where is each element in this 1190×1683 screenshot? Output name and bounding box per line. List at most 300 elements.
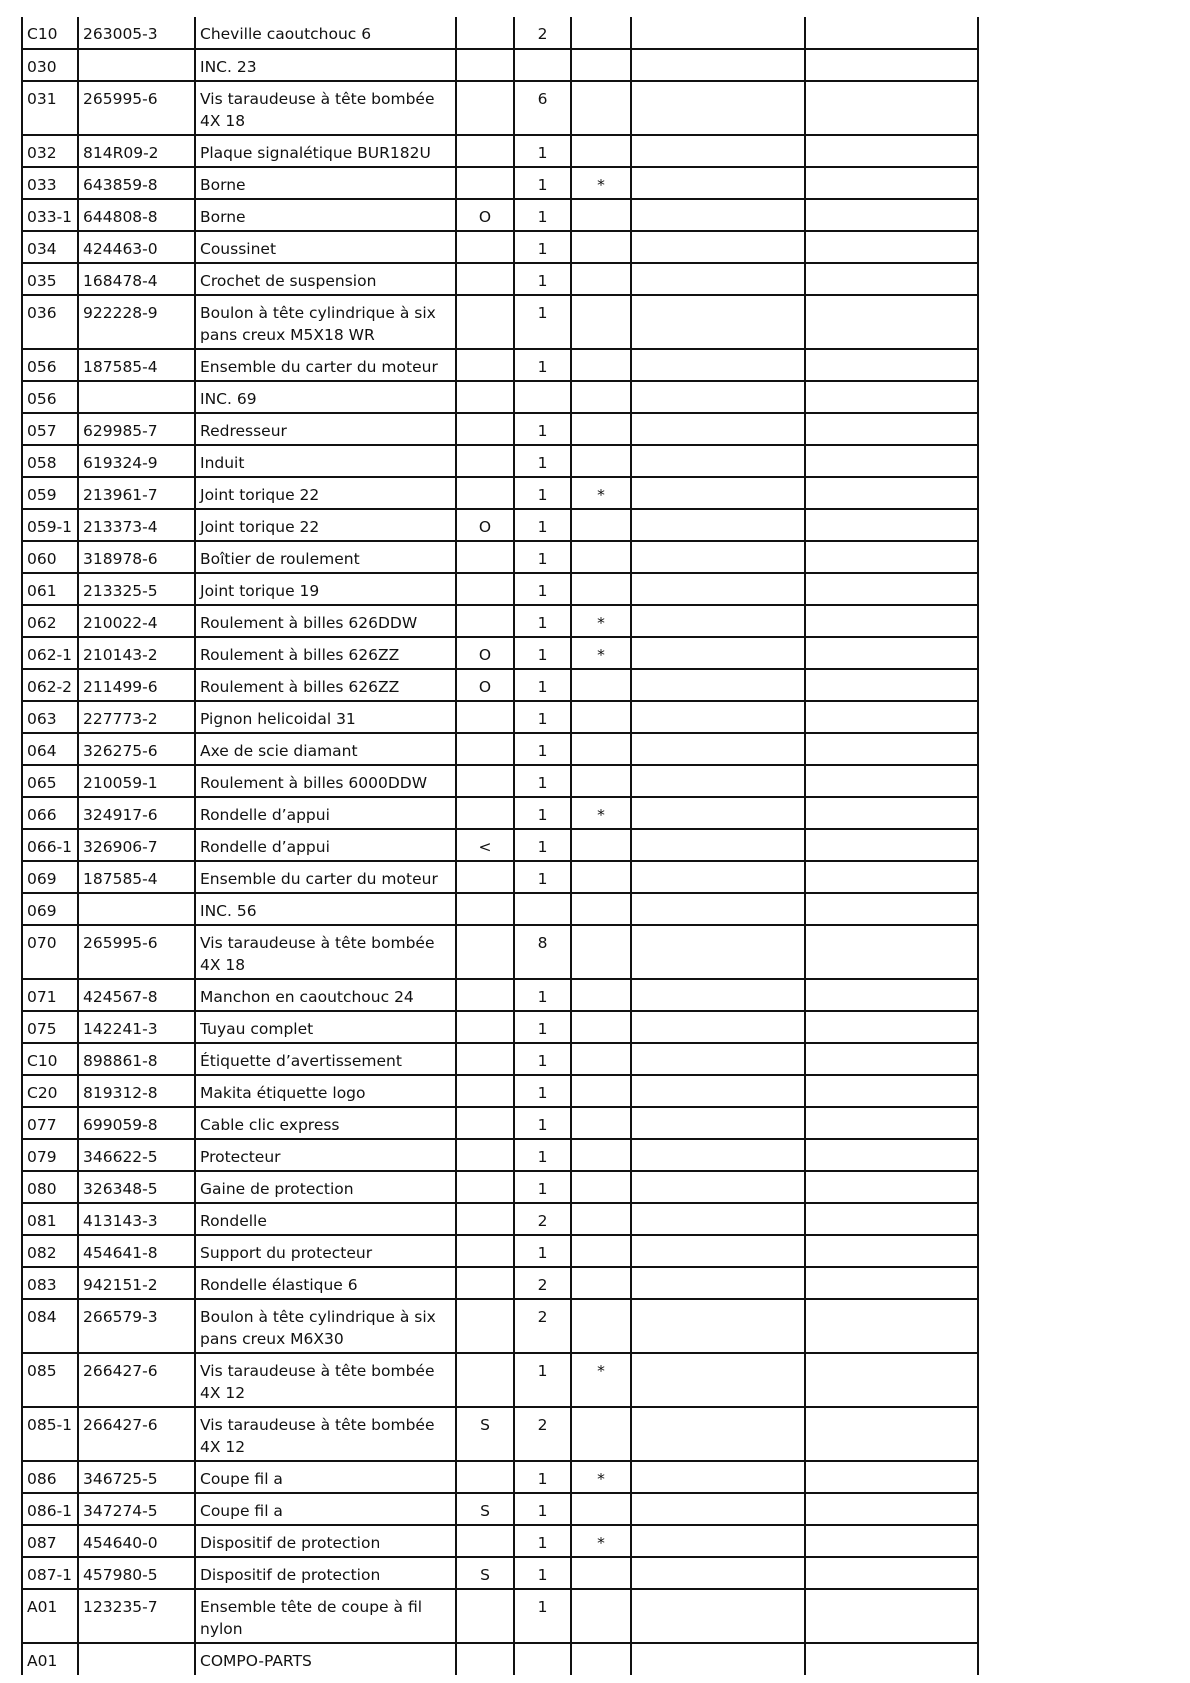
note-cell — [456, 925, 514, 979]
quantity-cell: 2 — [514, 1203, 571, 1235]
blank-cell — [631, 199, 805, 231]
blank-cell — [631, 1203, 805, 1235]
note-cell — [456, 573, 514, 605]
item-number-cell: 036 — [22, 295, 78, 349]
parts-list-body — [22, 17, 978, 1675]
note-cell — [456, 135, 514, 167]
item-number-cell: 056 — [22, 381, 78, 413]
blank-cell — [805, 861, 978, 893]
blank-cell — [631, 1075, 805, 1107]
quantity-cell: 1 — [514, 167, 571, 199]
mark-cell — [571, 829, 631, 861]
table-row — [22, 541, 978, 573]
blank-cell — [631, 1557, 805, 1589]
blank-cell — [631, 1107, 805, 1139]
note-cell: S — [456, 1493, 514, 1525]
item-number-cell: 032 — [22, 135, 78, 167]
quantity-cell: 1 — [514, 1589, 571, 1643]
mark-cell: * — [571, 477, 631, 509]
blank-cell — [631, 1589, 805, 1643]
blank-cell — [805, 733, 978, 765]
blank-cell — [805, 1171, 978, 1203]
table-row — [22, 893, 978, 925]
blank-cell — [805, 477, 978, 509]
table-row — [22, 1407, 978, 1461]
item-number-cell: C10 — [22, 1043, 78, 1075]
blank-cell — [805, 1557, 978, 1589]
note-cell — [456, 1203, 514, 1235]
description-cell: COMPO-PARTS — [195, 1643, 456, 1675]
part-number-cell: 619324-9 — [78, 445, 195, 477]
mark-cell — [571, 231, 631, 263]
mark-cell — [571, 295, 631, 349]
note-cell — [456, 605, 514, 637]
table-row — [22, 733, 978, 765]
mark-cell: * — [571, 1353, 631, 1407]
description-cell: Ensemble tête de coupe à fil nylon — [195, 1589, 456, 1643]
table-row — [22, 1235, 978, 1267]
part-number-cell: 814R09-2 — [78, 135, 195, 167]
quantity-cell: 1 — [514, 541, 571, 573]
blank-cell — [631, 1267, 805, 1299]
blank-cell — [805, 1407, 978, 1461]
description-cell: Vis taraudeuse à tête bombée 4X 18 — [195, 81, 456, 135]
table-row — [22, 979, 978, 1011]
blank-cell — [631, 135, 805, 167]
blank-cell — [805, 893, 978, 925]
item-number-cell: 064 — [22, 733, 78, 765]
blank-cell — [631, 445, 805, 477]
mark-cell — [571, 1043, 631, 1075]
table-row — [22, 701, 978, 733]
blank-cell — [631, 979, 805, 1011]
part-number-cell: 210059-1 — [78, 765, 195, 797]
blank-cell — [631, 861, 805, 893]
part-number-cell: 699059-8 — [78, 1107, 195, 1139]
mark-cell — [571, 135, 631, 167]
description-cell: Ensemble du carter du moteur — [195, 861, 456, 893]
table-row — [22, 509, 978, 541]
blank-cell — [805, 925, 978, 979]
item-number-cell: 062 — [22, 605, 78, 637]
blank-cell — [805, 1235, 978, 1267]
quantity-cell: 2 — [514, 1267, 571, 1299]
note-cell — [456, 797, 514, 829]
part-number-cell: 142241-3 — [78, 1011, 195, 1043]
blank-cell — [805, 135, 978, 167]
quantity-cell: 2 — [514, 1407, 571, 1461]
item-number-cell: 069 — [22, 893, 78, 925]
description-cell: Ensemble du carter du moteur — [195, 349, 456, 381]
item-number-cell: 066 — [22, 797, 78, 829]
quantity-cell: 1 — [514, 573, 571, 605]
mark-cell — [571, 979, 631, 1011]
description-cell: INC. 23 — [195, 49, 456, 81]
quantity-cell: 1 — [514, 413, 571, 445]
description-cell: Roulement à billes 626ZZ — [195, 637, 456, 669]
table-row — [22, 861, 978, 893]
mark-cell — [571, 1235, 631, 1267]
table-row — [22, 263, 978, 295]
item-number-cell: A01 — [22, 1589, 78, 1643]
mark-cell — [571, 381, 631, 413]
part-number-cell: 213373-4 — [78, 509, 195, 541]
part-number-cell: 265995-6 — [78, 81, 195, 135]
part-number-cell: 266579-3 — [78, 1299, 195, 1353]
blank-cell — [631, 573, 805, 605]
blank-cell — [631, 381, 805, 413]
item-number-cell: 062-2 — [22, 669, 78, 701]
item-number-cell: 061 — [22, 573, 78, 605]
description-cell: Cheville caoutchouc 6 — [195, 17, 456, 49]
table-row — [22, 413, 978, 445]
quantity-cell: 1 — [514, 1461, 571, 1493]
blank-cell — [631, 49, 805, 81]
quantity-cell: 1 — [514, 349, 571, 381]
item-number-cell: 063 — [22, 701, 78, 733]
blank-cell — [805, 1267, 978, 1299]
item-number-cell: 083 — [22, 1267, 78, 1299]
note-cell — [456, 349, 514, 381]
table-row — [22, 669, 978, 701]
description-cell: Boîtier de roulement — [195, 541, 456, 573]
part-number-cell: 326275-6 — [78, 733, 195, 765]
blank-cell — [805, 231, 978, 263]
description-cell: INC. 69 — [195, 381, 456, 413]
table-row — [22, 1461, 978, 1493]
part-number-cell: 227773-2 — [78, 701, 195, 733]
quantity-cell: 6 — [514, 81, 571, 135]
quantity-cell: 1 — [514, 669, 571, 701]
quantity-cell — [514, 49, 571, 81]
part-number-cell: 424567-8 — [78, 979, 195, 1011]
table-row — [22, 1643, 978, 1675]
blank-cell — [805, 49, 978, 81]
note-cell — [456, 701, 514, 733]
note-cell — [456, 1107, 514, 1139]
note-cell — [456, 1525, 514, 1557]
description-cell: Joint torique 22 — [195, 509, 456, 541]
description-cell: Borne — [195, 199, 456, 231]
part-number-cell: 211499-6 — [78, 669, 195, 701]
part-number-cell: 346725-5 — [78, 1461, 195, 1493]
blank-cell — [805, 1107, 978, 1139]
note-cell — [456, 1643, 514, 1675]
table-row — [22, 605, 978, 637]
blank-cell — [631, 231, 805, 263]
table-row — [22, 1011, 978, 1043]
table-row — [22, 1299, 978, 1353]
table-row — [22, 1589, 978, 1643]
description-cell: Coupe fil a — [195, 1461, 456, 1493]
blank-cell — [805, 1353, 978, 1407]
quantity-cell: 1 — [514, 979, 571, 1011]
item-number-cell: 059 — [22, 477, 78, 509]
quantity-cell: 1 — [514, 1075, 571, 1107]
note-cell: S — [456, 1557, 514, 1589]
blank-cell — [631, 541, 805, 573]
mark-cell — [571, 893, 631, 925]
mark-cell — [571, 1139, 631, 1171]
part-number-cell: 629985-7 — [78, 413, 195, 445]
quantity-cell: 1 — [514, 733, 571, 765]
part-number-cell: 413143-3 — [78, 1203, 195, 1235]
quantity-cell — [514, 381, 571, 413]
part-number-cell: 213961-7 — [78, 477, 195, 509]
blank-cell — [805, 765, 978, 797]
quantity-cell: 1 — [514, 1557, 571, 1589]
description-cell: Roulement à billes 626ZZ — [195, 669, 456, 701]
mark-cell: * — [571, 637, 631, 669]
table-row — [22, 1139, 978, 1171]
item-number-cell: 085 — [22, 1353, 78, 1407]
blank-cell — [631, 1299, 805, 1353]
blank-cell — [631, 1461, 805, 1493]
note-cell — [456, 1461, 514, 1493]
mark-cell — [571, 49, 631, 81]
blank-cell — [805, 509, 978, 541]
description-cell: Manchon en caoutchouc 24 — [195, 979, 456, 1011]
table-row — [22, 573, 978, 605]
quantity-cell: 1 — [514, 1043, 571, 1075]
note-cell — [456, 413, 514, 445]
item-number-cell: 085-1 — [22, 1407, 78, 1461]
note-cell — [456, 765, 514, 797]
note-cell — [456, 477, 514, 509]
blank-cell — [631, 925, 805, 979]
note-cell — [456, 1043, 514, 1075]
quantity-cell — [514, 893, 571, 925]
blank-cell — [631, 1525, 805, 1557]
blank-cell — [805, 413, 978, 445]
mark-cell — [571, 861, 631, 893]
quantity-cell: 1 — [514, 765, 571, 797]
item-number-cell: 075 — [22, 1011, 78, 1043]
note-cell — [456, 1299, 514, 1353]
note-cell — [456, 1075, 514, 1107]
blank-cell — [805, 541, 978, 573]
note-cell: S — [456, 1407, 514, 1461]
quantity-cell: 1 — [514, 477, 571, 509]
note-cell: O — [456, 669, 514, 701]
quantity-cell: 1 — [514, 1353, 571, 1407]
blank-cell — [631, 1235, 805, 1267]
description-cell: Tuyau complet — [195, 1011, 456, 1043]
item-number-cell: C10 — [22, 17, 78, 49]
mark-cell: * — [571, 605, 631, 637]
item-number-cell: C20 — [22, 1075, 78, 1107]
blank-cell — [631, 1407, 805, 1461]
part-number-cell: 898861-8 — [78, 1043, 195, 1075]
blank-cell — [805, 1011, 978, 1043]
part-number-cell: 424463-0 — [78, 231, 195, 263]
mark-cell — [571, 1557, 631, 1589]
note-cell — [456, 861, 514, 893]
blank-cell — [805, 167, 978, 199]
item-number-cell: 033 — [22, 167, 78, 199]
blank-cell — [631, 1011, 805, 1043]
blank-cell — [631, 1043, 805, 1075]
mark-cell — [571, 17, 631, 49]
blank-cell — [631, 167, 805, 199]
table-row — [22, 199, 978, 231]
description-cell: Cable clic express — [195, 1107, 456, 1139]
table-row — [22, 1203, 978, 1235]
description-cell: Boulon à tête cylindrique à six pans creux M5X18 WR — [195, 295, 456, 349]
item-number-cell: 070 — [22, 925, 78, 979]
blank-cell — [805, 1299, 978, 1353]
item-number-cell: 031 — [22, 81, 78, 135]
blank-cell — [631, 637, 805, 669]
item-number-cell: 059-1 — [22, 509, 78, 541]
note-cell: < — [456, 829, 514, 861]
mark-cell — [571, 263, 631, 295]
quantity-cell: 1 — [514, 231, 571, 263]
parts-list-table — [21, 17, 979, 1675]
table-row — [22, 829, 978, 861]
blank-cell — [631, 1139, 805, 1171]
item-number-cell: 065 — [22, 765, 78, 797]
item-number-cell: A01 — [22, 1643, 78, 1675]
table-row — [22, 81, 978, 135]
description-cell: Axe de scie diamant — [195, 733, 456, 765]
quantity-cell: 8 — [514, 925, 571, 979]
blank-cell — [805, 1461, 978, 1493]
blank-cell — [805, 381, 978, 413]
table-row — [22, 1171, 978, 1203]
description-cell: INC. 56 — [195, 893, 456, 925]
description-cell: Boulon à tête cylindrique à six pans creux M6X30 — [195, 1299, 456, 1353]
description-cell: Crochet de suspension — [195, 263, 456, 295]
description-cell: Rondelle d’appui — [195, 797, 456, 829]
quantity-cell: 1 — [514, 797, 571, 829]
note-cell: O — [456, 199, 514, 231]
part-number-cell: 922228-9 — [78, 295, 195, 349]
quantity-cell: 1 — [514, 199, 571, 231]
blank-cell — [631, 477, 805, 509]
item-number-cell: 077 — [22, 1107, 78, 1139]
quantity-cell: 1 — [514, 701, 571, 733]
note-cell — [456, 1139, 514, 1171]
note-cell — [456, 381, 514, 413]
table-row — [22, 349, 978, 381]
note-cell — [456, 1011, 514, 1043]
quantity-cell: 1 — [514, 445, 571, 477]
part-number-cell: 347274-5 — [78, 1493, 195, 1525]
blank-cell — [631, 765, 805, 797]
mark-cell — [571, 81, 631, 135]
blank-cell — [631, 349, 805, 381]
blank-cell — [805, 1139, 978, 1171]
description-cell: Roulement à billes 626DDW — [195, 605, 456, 637]
note-cell: O — [456, 637, 514, 669]
mark-cell — [571, 349, 631, 381]
item-number-cell: 079 — [22, 1139, 78, 1171]
blank-cell — [805, 199, 978, 231]
description-cell: Makita étiquette logo — [195, 1075, 456, 1107]
mark-cell — [571, 1299, 631, 1353]
blank-cell — [805, 1589, 978, 1643]
part-number-cell: 326906-7 — [78, 829, 195, 861]
part-number-cell: 324917-6 — [78, 797, 195, 829]
quantity-cell: 1 — [514, 263, 571, 295]
part-number-cell: 454640-0 — [78, 1525, 195, 1557]
mark-cell — [571, 413, 631, 445]
part-number-cell: 213325-5 — [78, 573, 195, 605]
mark-cell — [571, 573, 631, 605]
blank-cell — [631, 893, 805, 925]
description-cell: Gaine de protection — [195, 1171, 456, 1203]
description-cell: Dispositif de protection — [195, 1557, 456, 1589]
blank-cell — [631, 701, 805, 733]
blank-cell — [805, 1643, 978, 1675]
note-cell — [456, 1235, 514, 1267]
item-number-cell: 066-1 — [22, 829, 78, 861]
item-number-cell: 030 — [22, 49, 78, 81]
description-cell: Plaque signalétique BUR182U — [195, 135, 456, 167]
quantity-cell: 1 — [514, 1171, 571, 1203]
note-cell — [456, 1171, 514, 1203]
description-cell: Protecteur — [195, 1139, 456, 1171]
note-cell — [456, 49, 514, 81]
mark-cell — [571, 1493, 631, 1525]
blank-cell — [805, 295, 978, 349]
blank-cell — [805, 1525, 978, 1557]
table-row — [22, 1107, 978, 1139]
description-cell: Joint torique 19 — [195, 573, 456, 605]
blank-cell — [805, 349, 978, 381]
description-cell: Rondelle — [195, 1203, 456, 1235]
mark-cell — [571, 541, 631, 573]
item-number-cell: 034 — [22, 231, 78, 263]
quantity-cell: 1 — [514, 605, 571, 637]
blank-cell — [805, 17, 978, 49]
note-cell — [456, 1353, 514, 1407]
mark-cell — [571, 701, 631, 733]
quantity-cell: 1 — [514, 1235, 571, 1267]
table-row — [22, 925, 978, 979]
quantity-cell: 1 — [514, 861, 571, 893]
note-cell — [456, 979, 514, 1011]
blank-cell — [805, 605, 978, 637]
note-cell — [456, 295, 514, 349]
item-number-cell: 086 — [22, 1461, 78, 1493]
blank-cell — [805, 637, 978, 669]
item-number-cell: 087-1 — [22, 1557, 78, 1589]
blank-cell — [631, 263, 805, 295]
quantity-cell: 1 — [514, 1525, 571, 1557]
part-number-cell — [78, 381, 195, 413]
note-cell — [456, 445, 514, 477]
item-number-cell: 086-1 — [22, 1493, 78, 1525]
description-cell: Support du protecteur — [195, 1235, 456, 1267]
note-cell — [456, 263, 514, 295]
note-cell — [456, 1589, 514, 1643]
item-number-cell: 084 — [22, 1299, 78, 1353]
quantity-cell: 1 — [514, 509, 571, 541]
table-row — [22, 1267, 978, 1299]
mark-cell — [571, 445, 631, 477]
blank-cell — [805, 1203, 978, 1235]
blank-cell — [631, 797, 805, 829]
table-row — [22, 637, 978, 669]
blank-cell — [805, 445, 978, 477]
table-row — [22, 381, 978, 413]
mark-cell: * — [571, 1461, 631, 1493]
blank-cell — [805, 81, 978, 135]
part-number-cell: 457980-5 — [78, 1557, 195, 1589]
description-cell: Pignon helicoidal 31 — [195, 701, 456, 733]
